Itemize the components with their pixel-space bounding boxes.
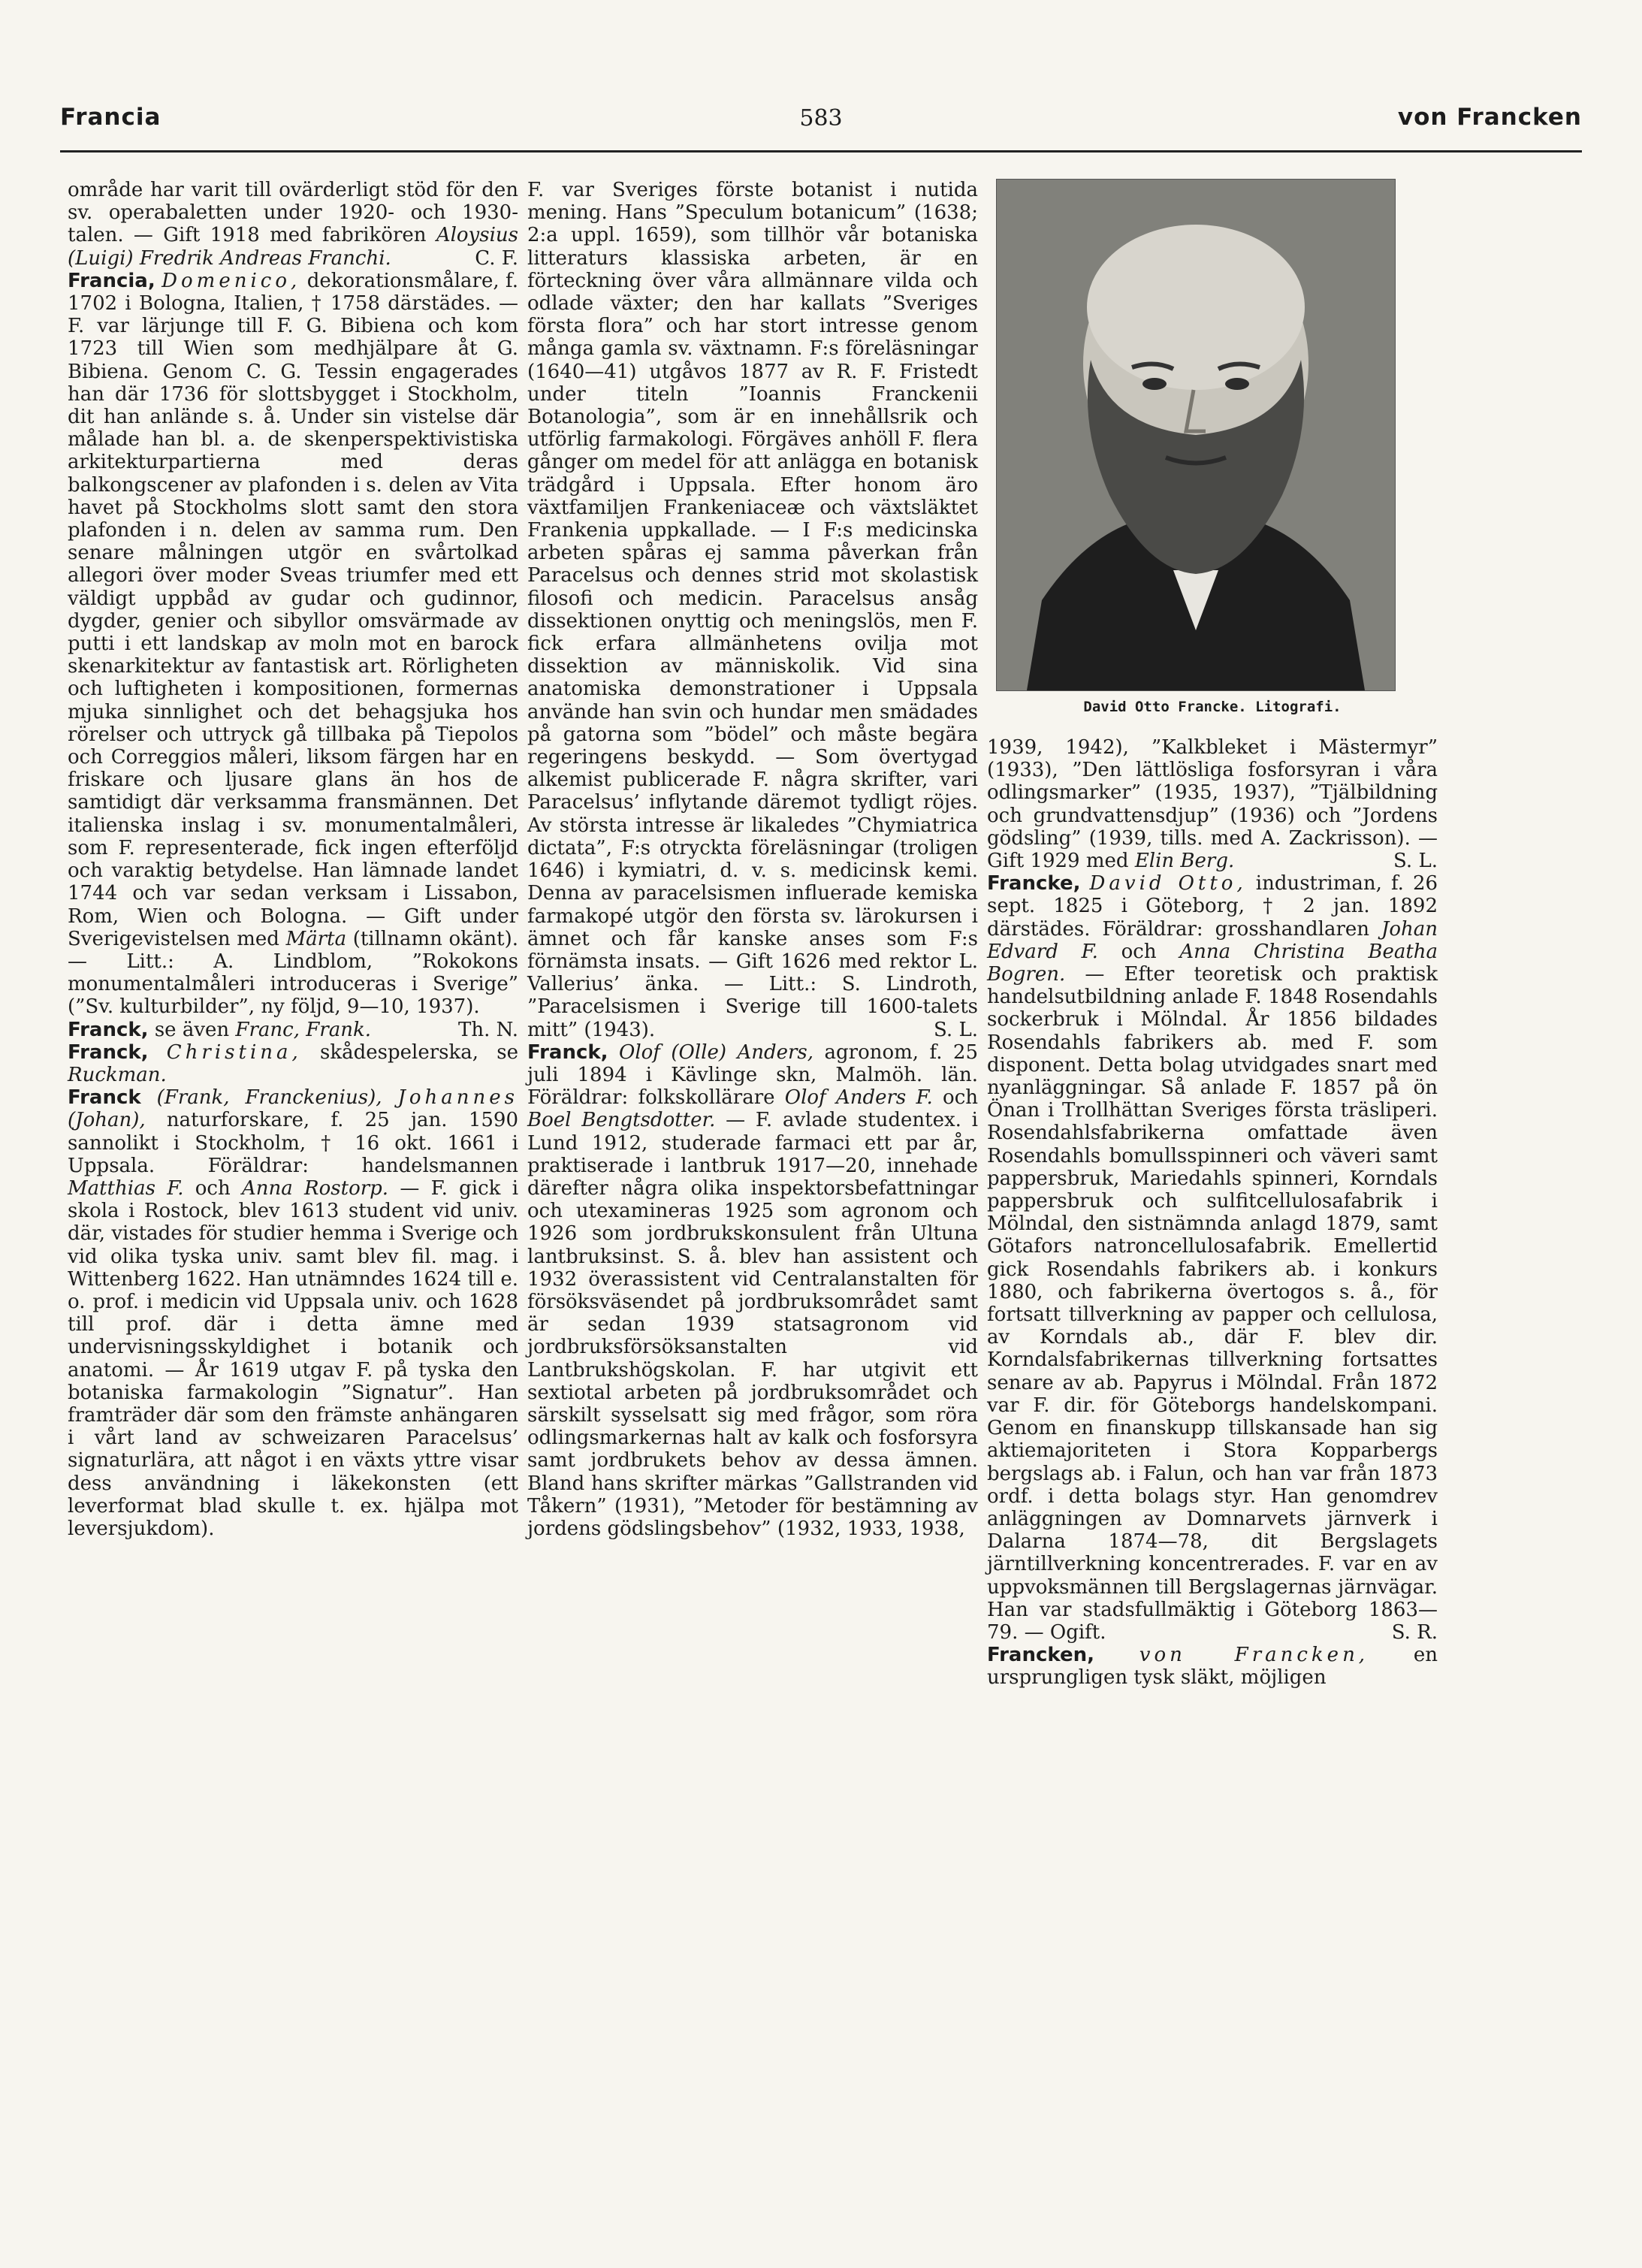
author-signature: S. L. [934,1018,978,1041]
entry-headword: Francke, [987,872,1081,895]
person-name: Aloysius (Luigi) Fredrik Andreas Franchi. [68,224,518,270]
page-header [60,98,1582,143]
entry-headword: Francken, [987,1644,1094,1667]
column-right [987,736,1438,1690]
entry-text: dekorationsmålare, f. 1702 i Bologna, Italien, † 1758 därstädes. — F. var lärjunge till F. G. Bibiena och kom 1723 till Wien som medhjälpare åt G. Bibiena. Genom C. G. Tessin engagerades han där 1736 för slottsbygget i Stockholm, dit han anlände s. å. Under sin vistelse där målade han bl. a. de skenperspektivistiska arkitekturpartierna med deras balkongscener av plafonden i s. delen av Vita havet på Stockholms slott samt den stora plafonden i n. delen av samma rum. Den senare målningen utgör en svårtolkad allegori över moder Sveas triumfer med ett väldigt uppbåd av gudar och gudinnor, dygder, genier och sibyllor omsvärmade av putti i ett landskap av moln mot en barock skenarkitektur av fantastisk art. Rörligheten och luftigheten i kompositionen, formernas mjuka sinnlighet och det behagsjuka hos rörelser och uttryck gå tillbaka på Tiepolos och Correggios måleri, liksom färgen har en friskare och ljusare glans än hos de samtidigt där verksamma fransmännen. Det italienska inslag i sv. monumentalmåleri, som F. representerade, fick ingen efterföljd och varaktig betydelse. Han lämnade landet 1744 och var sedan verksam i Lissabon, Rom, Wien och Bologna. — Gift under Sverigevistelsen med [68,269,519,950]
entry-text: se även [154,1018,230,1041]
entry-text: och [1121,940,1157,963]
person-name: Anna Christina Beatha Bogren. [987,940,1438,986]
entry-headword: Francia, [68,269,155,292]
entry-text: en ursprungligen tysk släkt, möjligen [987,1644,1438,1690]
entry-francken [987,1644,1438,1689]
figure-caption: David Otto Francke. Litografi. [1083,699,1342,715]
entry-given-name: von Francken, [1139,1644,1369,1667]
running-head-right: von Francken [1397,104,1582,131]
entry-text: naturforskare, f. 25 jan. 1590 sannolikt i Stockholm, † 16 okt. 1661 i Uppsala. Föräldrar: handelsmannen [68,1109,518,1177]
page-number: 583 [799,105,843,131]
entry-given-name: Johannes [397,1086,518,1110]
entry-given-name: Christina, [166,1040,302,1064]
column-left [68,179,518,1540]
entry-francke-david [987,872,1438,1644]
author-signature: C. F. [475,246,518,270]
entry-continuation [987,736,1438,872]
entry-text: industriman, f. 26 sept. 1825 i Göteborg, † 2 jan. 1892 därstädes. Föräldrar: grosshandlaren [987,872,1438,941]
entry-given-name: Olof (Olle) Anders, [619,1040,814,1064]
entry-alt-names: (Frank, Franckenius), [156,1086,382,1110]
author-signature: S. R. [1391,1620,1438,1644]
entry-text: (tillnamn okänt). — Litt.: A. Lindblom, ”Rokokons monumentalmåleri introduceras i Sverige” (”Sv. kulturbilder”, ny följd, 9—10, 1937). [68,927,519,1019]
person-name: Anna Rostorp. [242,1176,389,1200]
person-name: Märta [285,927,347,950]
entry-continuation [527,179,978,1041]
entry-headword: Franck, [68,1040,149,1064]
entry-text: — F. avlade studentex. i Lund 1912, studerade farmaci ett par år, praktiserade i lantbruk 1917—20, innehade därefter några olika inspektorsbefattningar och utexamineras 1925 som agronom och 1926 som jordbrukskonsulent från Ultuna lantbruksinst. S. å. blev han assistent och 1932 överassistent vid Centralanstalten för försöksväsendet på jordbruksområdet samt är sedan 1939 statsagronom vid jordbruksförsöksanstalten vid Lantbrukshögskolan. F. har utgivit ett sextiotal arbeten på jordbruksområdet och särskilt sysselsatt sig med frågor, som röra odlingsmarkernas halt av kalk och fosforsyra samt jordbrukets behov av dessa ämnen. Bland hans skrifter märkas ”Gallstranden vid Tåkern” (1931), ”Metoder för bestämning av jordens gödslingsbehov” (1932, 1933, 1938, [527,1109,978,1540]
author-signature: S. L. [1393,850,1438,873]
entry-text: agronom, f. 25 juli 1894 i Kävlinge skn, Malmöh. län. Föräldrar: folkskollärare [527,1040,978,1110]
person-name: Olof Anders F. [784,1086,933,1110]
entry-franck-johannes [68,1086,518,1540]
entry-given-name: David Otto, [1089,872,1247,895]
entry-franck-christina [68,1041,518,1086]
entry-text: F. var Sveriges förste botanist i nutida mening. Hans ”Speculum botanicum” (1638; 2:a uppl. 1659), som tillhör vår botaniska litteraturs klassiska arbeten, är en förteckning över våra allmännare vilda och odlade växter; den har kallats ”Sveriges första flora” och har stort intresse genom många gamla sv. växtnamn. F:s föreläsningar (1640—41) utgåvos 1877 av R. F. Fristedt under titeln ”Ioannis Franckenii Botanologia”, som är en innehållsrik och utförlig farmakologi. Förgäves anhöll F. flera gånger om medel för att anlägga en botanisk trädgård i Uppsala. Efter honom äro växtfamiljen Frankeniaceæ och växtsläktet Frankenia uppkallade. — I F:s medicinska arbeten spåras ej samma påverkan från Paracelsus och dennes strid mot skolastisk filosofi och medicin. Paracelsus ansåg dissektionen onyttig och meningslös, men F. fick erfara allmänhetens ovilja mot dissektion av människolik. Vid sina anatomiska demonstrationer i Uppsala använde han svin och hundar men smädades på gatorna som ”bödel” och måste begära regeringens beskydd. — Som övertygad alkemist publicerade F. några skrifter, vari Paracelsus’ inflytande däremot tydligt röjes. Av största intresse är likaledes ”Chymiatrica dictata”, F:s otryckta föreläsningar (troligen 1646) i kymiatri, d. v. s. medicinsk kemi. Denna av paracelsismen influerade kemiska farmakopé utgör den första sv. lärokursen i ämnet och får kanske anses som F:s förnämsta insats. — Gift 1626 med rektor L. Vallerius’ änka. — Litt.: S. Lindroth, ”Paracelsismen i Sverige till 1600-talets mitt” (1943). [527,179,978,1041]
author-signature: Th. N. [458,1018,518,1041]
entry-text: — F. gick i skola i Rostock, blev 1613 student vid univ. där, vistades för studier hemma i Sverige och vid olika tyska univ. samt blev fil. mag. i Wittenberg 1622. Han utnämndes 1624 till e. o. prof. i medicin vid Uppsala univ. och 1628 till prof. där i detta ämne med undervisningsskyldighet i botanik och anatomi. — År 1619 utgav F. på tyska den botaniska farmakologin ”Signatur”. Han framträder där som den främste anhängaren i vårt land av schweizaren Paracelsus’ signaturlära, att något i en växts yttre visar dess användning i läkekonsten (ett leverformat blad skulle t. ex. hjälpa mot leversjukdom). [68,1176,519,1540]
cross-reference: Franc, Frank. [235,1018,371,1041]
header-rule [60,150,1582,153]
person-name: Elin Berg. [1134,850,1235,873]
entry-given-name: Domenico, [161,269,301,292]
entry-continuation [68,179,518,270]
person-name: Johan Edvard F. [987,917,1438,963]
entry-text: 1939, 1942), ”Kalkbleket i Mästermyr” (1933), ”Den lättlösliga fosforsyran i våra odlingsmarker” (1935, 1937), ”Tjälbildning och grundvattensdjup” (1936) och ”Jordens gödsling” (1939, tills. med A. Zackrisson). — Gift 1929 med [987,736,1438,873]
entry-headword: Franck, [527,1040,608,1064]
entry-text: — Efter teoretisk och praktisk handelsutbildning anlade F. 1848 Rosendahls sockerbruk i Mölndal. År 1856 bildades Rosendahls fabrikers ab. med F. som disponent. Detta bolag utvidgades snart med nyanläggningar. Så anlade F. 1857 på ön Önan i Trollhättan Sveriges första träsliperi. Rosendahlsfabrikerna omfattade även Rosendahls bomullsspinneri och väveri samt pappersbruk, Mariedahls spinneri, Korndals pappersbruk och sulfitcellulosafabrik i Mölndal, den sistnämnda anlagd 1879, samt Götafors natroncellulosafabrik. Emellertid gick Rosendahls fabrikers ab. i konkurs 1880, och fabrikerna övertogos s. å., för fortsatt tillverkning av papper och cellulosa, av Korndals ab., där F. blev dir. Korndalsfabrikernas tillverkning fortsattes senare av ab. Papyrus i Mölndal. Från 1872 var F. dir. för Göteborgs handelskompani. Genom en finanskupp tillskansade han sig aktiemajoriteten i Stora Kopparbergs bergslags ab. i Falun, och han var från 1873 ordf. i detta bolags styr. Han genomdrev anläggningen av Domnarvets järnverk i Dalarna 1874—78, dit Bergslagets järntillverkning koncentrerades. F. var en av uppvoksmännen till Bergslagernas järnvägar. Han var stadsfullmäktig i Göteborg 1863—79. — Ogift. [987,963,1438,1644]
entry-headword: Franck, [68,1018,149,1041]
portrait-image [996,179,1396,691]
entry-franck-olof [527,1041,978,1540]
person-name: Matthias F. [68,1176,184,1200]
entry-text: och [943,1086,979,1110]
entry-franck-see-also [68,1019,518,1041]
entry-text: område har varit till ovärderligt stöd för den sv. operabaletten under 1920- och 1930-talen. — Gift 1918 med fabrikören [68,179,518,247]
entry-headword: Franck [68,1086,141,1110]
entry-text: skådespelerska, se [320,1040,518,1064]
entry-text: och [195,1176,231,1200]
entry-alt-names: (Johan), [68,1109,146,1132]
portrait-lithograph-icon [997,180,1395,690]
column-middle [527,179,978,1540]
cross-reference: Ruckman. [68,1063,167,1086]
person-name: Boel Bengtsdotter. [527,1109,716,1132]
running-head-left: Francia [60,104,161,131]
